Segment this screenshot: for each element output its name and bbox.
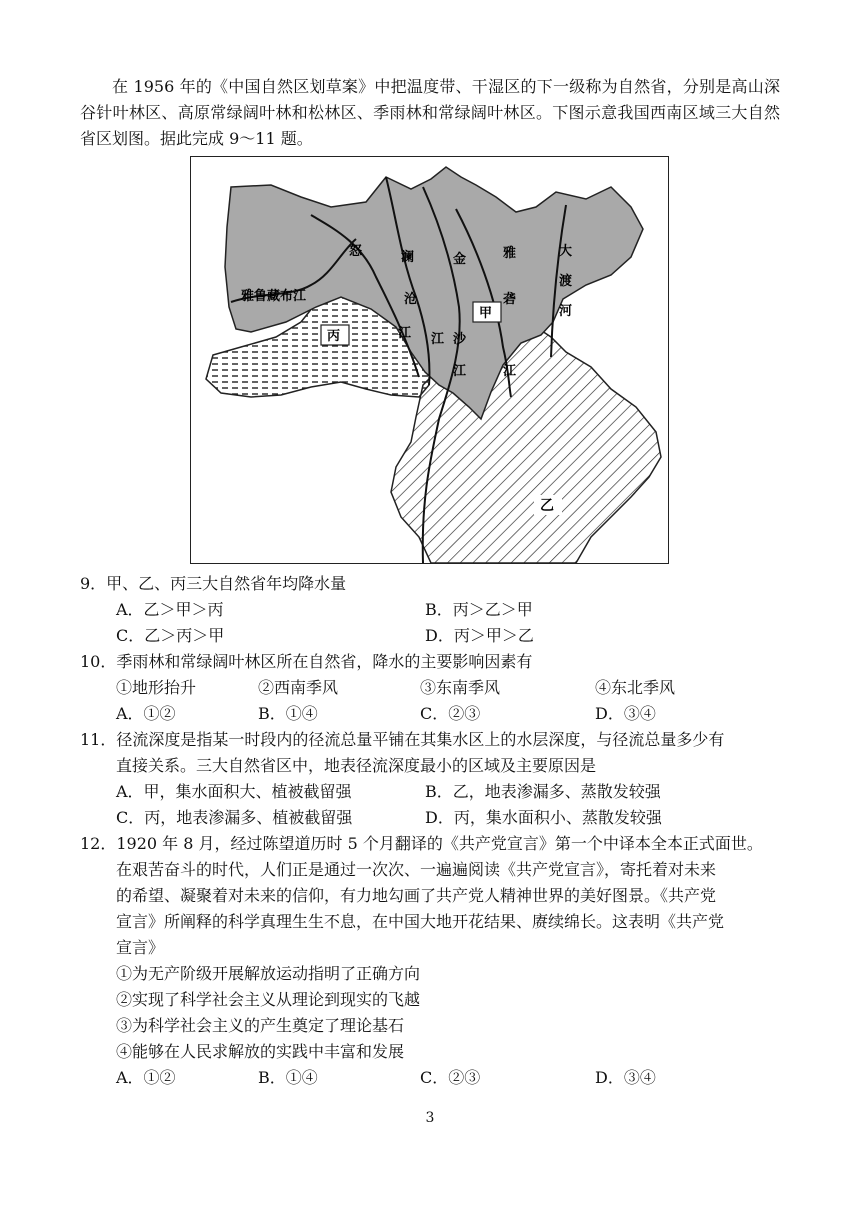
- label-jinsha-2: 沙: [453, 332, 467, 347]
- label-nu-1: 怒: [349, 244, 363, 259]
- question-10-option-a: A．①②: [116, 704, 176, 723]
- label-jinsha-3: 江: [453, 364, 467, 379]
- question-10-stem: 10．季雨林和常绿阔叶林区所在自然省，降水的主要影响因素有: [80, 652, 533, 671]
- map-svg: [191, 157, 669, 564]
- label-dadu-3: 河: [559, 304, 573, 319]
- question-10-option-c: C．②③: [420, 704, 481, 723]
- southwest-natural-province-map: [190, 156, 669, 564]
- question-10-item-4: ④东北季风: [595, 678, 676, 697]
- label-yi: 乙: [540, 498, 554, 514]
- question-11-option-a: A．甲，集水面积大、植被截留强: [116, 782, 352, 801]
- label-lancang-1: 澜: [401, 250, 415, 265]
- question-9-option-a: A．乙＞甲＞丙: [116, 600, 224, 619]
- question-12-item-4: ④能够在人民求解放的实践中丰富和发展: [116, 1042, 405, 1061]
- label-yalong-2: 砻: [503, 292, 517, 307]
- question-12-item-1: ①为无产阶级开展解放运动指明了正确方向: [116, 964, 421, 983]
- label-yalong-3: 江: [503, 364, 517, 379]
- label-jia: 甲: [479, 306, 493, 321]
- question-12-option-d: D．③④: [595, 1068, 656, 1087]
- label-lancang-3: 江: [431, 332, 445, 347]
- label-nu-2: 江: [398, 326, 412, 341]
- label-lancang-2: 沧: [404, 292, 418, 307]
- label-dadu-1: 大: [559, 244, 573, 259]
- question-11-option-c: C．丙，地表渗漏多、植被截留强: [116, 808, 353, 827]
- question-12-option-b: B．①④: [258, 1068, 318, 1087]
- question-9-option-d: D．丙＞甲＞乙: [425, 626, 534, 645]
- question-12-item-3: ③为科学社会主义的产生奠定了理论基石: [116, 1016, 405, 1035]
- question-10-item-3: ③东南季风: [420, 678, 501, 697]
- question-12-option-c: C．②③: [420, 1068, 481, 1087]
- question-9-stem: 9．甲、乙、丙三大自然省年均降水量: [80, 574, 347, 593]
- question-11-option-d: D．丙，集水面积小、蒸散发较强: [425, 808, 662, 827]
- question-12-stem-line-4: 宣言》所阐释的科学真理生生不息，在中国大地开花结果、赓续绵长。这表明《共产党: [116, 912, 725, 931]
- label-jinsha-1: 金: [453, 252, 467, 267]
- question-10-item-1: ①地形抬升: [116, 678, 197, 697]
- question-11-option-b: B．乙，地表渗漏多、蒸散发较强: [425, 782, 661, 801]
- question-12-stem-line-5: 宣言》: [116, 938, 165, 957]
- question-10-item-2: ②西南季风: [258, 678, 339, 697]
- question-9-option-b: B．丙＞乙＞甲: [425, 600, 533, 619]
- question-12-item-2: ②实现了科学社会主义从理论到现实的飞越: [116, 990, 421, 1009]
- question-12-stem-line-2: 在艰苦奋斗的时代，人们正是通过一次次、一遍遍阅读《共产党宣言》，寄托着对未来: [116, 860, 717, 879]
- question-10-option-d: D．③④: [595, 704, 656, 723]
- question-12-option-a: A．①②: [116, 1068, 176, 1087]
- label-bing: 丙: [327, 329, 341, 344]
- question-11-stem-line-2: 直接关系。三大自然省区中，地表径流深度最小的区域及主要原因是: [116, 756, 597, 775]
- page-number: 3: [425, 1110, 435, 1126]
- intro-paragraph: 在 1956 年的《中国自然区划草案》中把温度带、干湿区的下一级称为自然省，分别是高山深谷针叶林区、高原常绿阔叶林和松林区、季雨林和常绿阔叶林区。下图示意我国西南区域三大自然省区划图。据此完成 9～11 题。: [80, 77, 780, 148]
- question-10-option-b: B．①④: [258, 704, 318, 723]
- label-yarlung: 雅鲁藏布江: [241, 289, 307, 304]
- question-12-stem-line-1: 12．1920 年 8 月，经过陈望道历时 5 个月翻译的《共产党宣言》第一个中译本全本正式面世。: [80, 834, 763, 853]
- question-9-option-c: C．乙＞丙＞甲: [116, 626, 225, 645]
- question-12-stem-line-3: 的希望、凝聚着对未来的信仰，有力地勾画了共产党人精神世界的美好图景。《共产党: [116, 886, 717, 905]
- question-11-stem-line-1: 11．径流深度是指某一时段内的径流总量平铺在其集水区上的水层深度，与径流总量多少有: [80, 730, 725, 749]
- label-yalong-1: 雅: [503, 246, 517, 261]
- label-dadu-2: 渡: [559, 274, 573, 289]
